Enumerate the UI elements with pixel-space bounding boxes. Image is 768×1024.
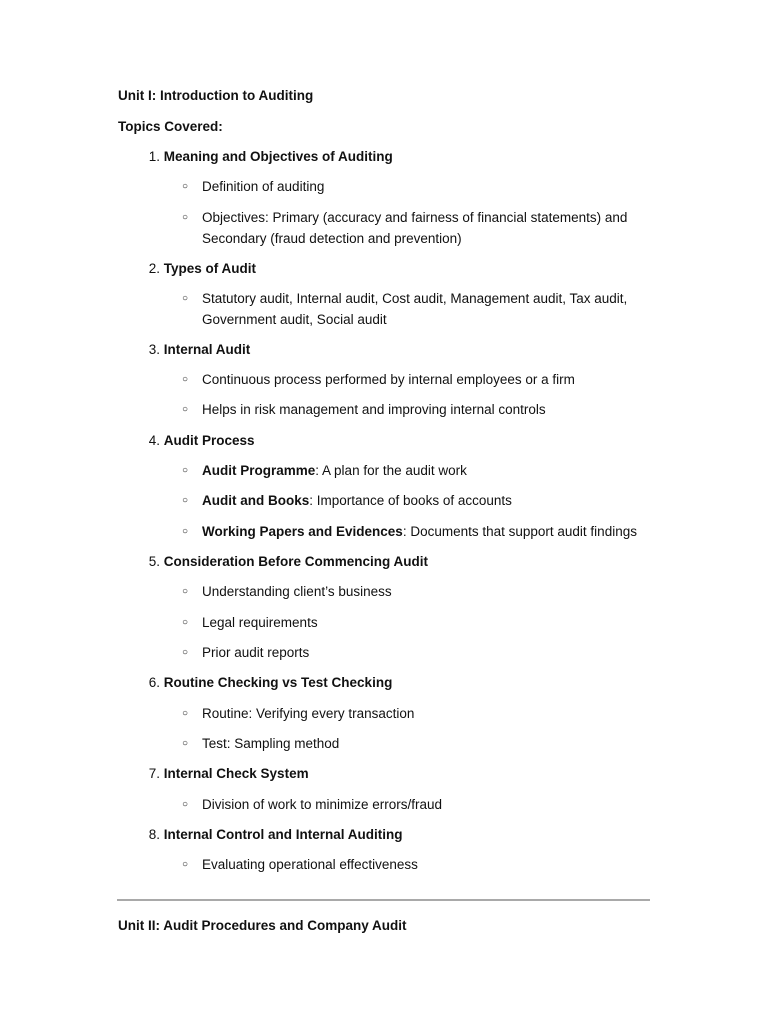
- bullet-circle-icon: ○: [181, 799, 189, 810]
- horizontal-rule: [117, 899, 650, 901]
- sub-item-text: Prior audit reports: [202, 645, 310, 660]
- bullet-circle-icon: ○: [181, 526, 189, 537]
- sub-item: [178, 733, 648, 754]
- list-item-title: Consideration Before Commencing Audit: [163, 554, 429, 569]
- list-item-4: [118, 432, 255, 450]
- sub-item-text: Understanding client’s business: [202, 584, 392, 599]
- sub-item: [178, 207, 648, 249]
- list-item-title: Routine Checking vs Test Checking: [163, 675, 393, 690]
- bullet-circle-icon: ○: [181, 181, 189, 192]
- list-number: 7.: [148, 766, 160, 781]
- list-number: 1.: [148, 149, 160, 164]
- list-item-title: Meaning and Objectives of Auditing: [163, 149, 393, 164]
- bullet-circle-icon: ○: [181, 738, 189, 749]
- list-number: 8.: [148, 827, 160, 842]
- list-number: 3.: [148, 342, 160, 357]
- sub-item-text: Routine: Verifying every transaction: [202, 706, 415, 721]
- list-item-title: Internal Control and Internal Auditing: [163, 827, 403, 842]
- list-number: 4.: [148, 433, 160, 448]
- list-number: 2.: [148, 261, 160, 276]
- sub-item: [178, 490, 648, 511]
- list-item-title: Types of Audit: [163, 261, 257, 276]
- list-item-2: [118, 260, 256, 278]
- sub-item-text: : Importance of books of accounts: [309, 493, 512, 508]
- list-number: 6.: [148, 675, 160, 690]
- bullet-circle-icon: ○: [181, 586, 189, 597]
- bullet-circle-icon: ○: [181, 647, 189, 658]
- sub-item-text: Evaluating operational effectiveness: [202, 857, 418, 872]
- sub-item: [178, 369, 648, 390]
- bullet-circle-icon: ○: [181, 708, 189, 719]
- sub-item: [178, 794, 648, 815]
- sub-item-bold: Audit Programme: [202, 463, 316, 478]
- sub-item-text: : Documents that support audit findings: [402, 524, 637, 539]
- sub-item: [178, 703, 648, 724]
- bullet-circle-icon: ○: [181, 495, 189, 506]
- sub-item: [178, 612, 648, 633]
- sub-item: [178, 399, 648, 420]
- list-item-5: [118, 553, 428, 571]
- bullet-circle-icon: ○: [181, 859, 189, 870]
- sub-item-text: Test: Sampling method: [202, 736, 340, 751]
- sub-item-text: Legal requirements: [202, 615, 318, 630]
- bullet-circle-icon: ○: [181, 374, 189, 385]
- sub-item: [178, 288, 648, 330]
- topics-covered-label: Topics Covered:: [118, 119, 223, 134]
- sub-item: [178, 521, 648, 542]
- bullet-circle-icon: ○: [181, 404, 189, 415]
- sub-item-text: Division of work to minimize errors/fraud: [202, 797, 443, 812]
- bullet-circle-icon: ○: [181, 465, 189, 476]
- sub-item: [178, 642, 648, 663]
- list-item-title: Internal Check System: [163, 766, 309, 781]
- list-item-3: [118, 341, 250, 359]
- list-item-7: [118, 765, 309, 783]
- list-item-title: Audit Process: [163, 433, 255, 448]
- sub-item-text: Statutory audit, Internal audit, Cost audit, Management audit, Tax audit, Government audit, Social audit: [202, 291, 628, 327]
- list-item-1: [118, 148, 393, 166]
- bullet-circle-icon: ○: [181, 212, 189, 223]
- sub-item: [178, 581, 648, 602]
- sub-item: [178, 460, 648, 481]
- unit-2-title: Unit II: Audit Procedures and Company Audit: [118, 918, 407, 933]
- sub-item: [178, 854, 648, 875]
- bullet-circle-icon: ○: [181, 617, 189, 628]
- sub-item-text: Helps in risk management and improving internal controls: [202, 402, 546, 417]
- unit-1-title: Unit I: Introduction to Auditing: [118, 88, 314, 103]
- list-item-title: Internal Audit: [163, 342, 251, 357]
- sub-item: [178, 176, 648, 197]
- sub-item-text: : A plan for the audit work: [315, 463, 467, 478]
- list-item-8: [118, 826, 403, 844]
- sub-item-bold: Working Papers and Evidences: [202, 524, 403, 539]
- list-number: 5.: [148, 554, 160, 569]
- sub-item-text: Continuous process performed by internal employees or a firm: [202, 372, 575, 387]
- sub-item-text: Objectives: Primary (accuracy and fairness of financial statements) and Secondary (fraud detection and prevention): [202, 210, 628, 246]
- list-item-6: [118, 674, 392, 692]
- sub-item-text: Definition of auditing: [202, 179, 325, 194]
- bullet-circle-icon: ○: [181, 293, 189, 304]
- sub-item-bold: Audit and Books: [202, 493, 310, 508]
